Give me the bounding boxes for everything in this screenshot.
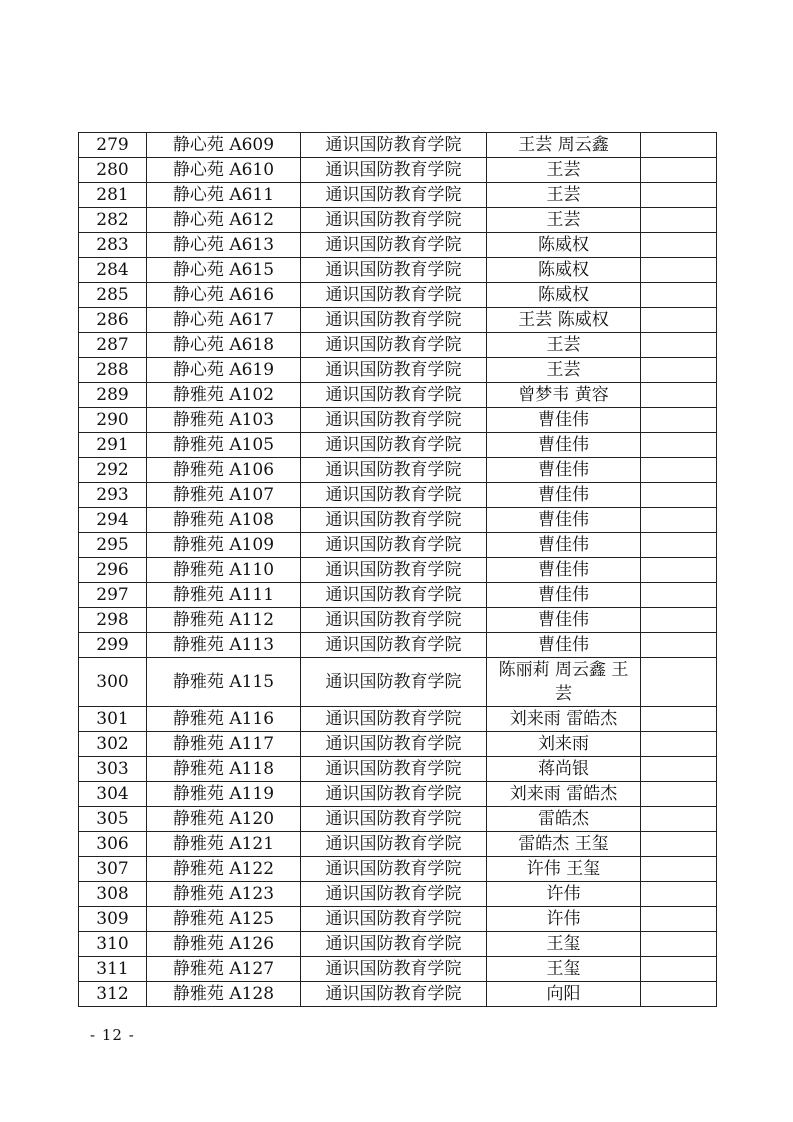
- staff-cell: 刘来雨: [487, 732, 641, 757]
- staff-cell: 刘来雨 雷皓杰: [487, 707, 641, 732]
- college-cell: 通识国防教育学院: [301, 183, 487, 208]
- table-row: [79, 757, 717, 782]
- staff-cell: 曾梦韦 黄容: [487, 383, 641, 408]
- staff-cell: 王芸: [487, 183, 641, 208]
- table-row: [79, 533, 717, 558]
- staff-cell: 王玺: [487, 957, 641, 982]
- college-cell: 通识国防教育学院: [301, 458, 487, 483]
- table-row: [79, 133, 717, 158]
- college-cell: 通识国防教育学院: [301, 782, 487, 807]
- college-cell: 通识国防教育学院: [301, 358, 487, 383]
- table-row: [79, 658, 717, 707]
- staff-cell: 雷皓杰: [487, 807, 641, 832]
- remark-cell: [641, 882, 717, 907]
- table-row: [79, 882, 717, 907]
- table-row: [79, 483, 717, 508]
- college-cell: 通识国防教育学院: [301, 832, 487, 857]
- row-number-cell: 293: [79, 483, 147, 508]
- college-cell: 通识国防教育学院: [301, 533, 487, 558]
- remark-cell: [641, 608, 717, 633]
- row-number-cell: 281: [79, 183, 147, 208]
- room-cell: 静雅苑 A121: [147, 832, 301, 857]
- row-number-cell: 294: [79, 508, 147, 533]
- staff-cell: 王芸 陈威权: [487, 308, 641, 333]
- remark-cell: [641, 757, 717, 782]
- row-number-cell: 297: [79, 583, 147, 608]
- room-cell: 静雅苑 A113: [147, 633, 301, 658]
- table-body: [79, 133, 717, 1007]
- table-row: [79, 782, 717, 807]
- staff-cell: 曹佳伟: [487, 483, 641, 508]
- row-number-cell: 286: [79, 308, 147, 333]
- room-cell: 静雅苑 A110: [147, 558, 301, 583]
- table-row: [79, 707, 717, 732]
- remark-cell: [641, 707, 717, 732]
- table-row: [79, 608, 717, 633]
- room-cell: 静雅苑 A116: [147, 707, 301, 732]
- room-cell: 静雅苑 A125: [147, 907, 301, 932]
- remark-cell: [641, 208, 717, 233]
- staff-cell: 王芸 周云鑫: [487, 133, 641, 158]
- staff-cell: 陈威权: [487, 283, 641, 308]
- college-cell: 通识国防教育学院: [301, 658, 487, 707]
- row-number-cell: 282: [79, 208, 147, 233]
- college-cell: 通识国防教育学院: [301, 757, 487, 782]
- remark-cell: [641, 433, 717, 458]
- room-cell: 静雅苑 A107: [147, 483, 301, 508]
- row-number-cell: 290: [79, 408, 147, 433]
- college-cell: 通识国防教育学院: [301, 558, 487, 583]
- table-row: [79, 907, 717, 932]
- college-cell: 通识国防教育学院: [301, 508, 487, 533]
- table-row: [79, 183, 717, 208]
- table-row: [79, 857, 717, 882]
- row-number-cell: 300: [79, 658, 147, 707]
- college-cell: 通识国防教育学院: [301, 333, 487, 358]
- room-cell: 静雅苑 A108: [147, 508, 301, 533]
- table-row: [79, 732, 717, 757]
- staff-cell: 王芸: [487, 333, 641, 358]
- staff-cell: 许伟: [487, 882, 641, 907]
- row-number-cell: 301: [79, 707, 147, 732]
- table-row: [79, 633, 717, 658]
- row-number-cell: 295: [79, 533, 147, 558]
- row-number-cell: 302: [79, 732, 147, 757]
- remark-cell: [641, 358, 717, 383]
- college-cell: 通识国防教育学院: [301, 707, 487, 732]
- remark-cell: [641, 383, 717, 408]
- room-cell: 静雅苑 A119: [147, 782, 301, 807]
- table-row: [79, 433, 717, 458]
- row-number-cell: 296: [79, 558, 147, 583]
- staff-cell: 王芸: [487, 208, 641, 233]
- row-number-cell: 279: [79, 133, 147, 158]
- college-cell: 通识国防教育学院: [301, 583, 487, 608]
- room-cell: 静雅苑 A127: [147, 957, 301, 982]
- staff-cell: 曹佳伟: [487, 633, 641, 658]
- room-cell: 静雅苑 A112: [147, 608, 301, 633]
- room-cell: 静心苑 A612: [147, 208, 301, 233]
- staff-cell: 曹佳伟: [487, 408, 641, 433]
- room-cell: 静雅苑 A105: [147, 433, 301, 458]
- room-cell: 静心苑 A610: [147, 158, 301, 183]
- table-row: [79, 508, 717, 533]
- college-cell: 通识国防教育学院: [301, 158, 487, 183]
- remark-cell: [641, 233, 717, 258]
- room-cell: 静雅苑 A123: [147, 882, 301, 907]
- staff-cell: 曹佳伟: [487, 608, 641, 633]
- staff-cell: 曹佳伟: [487, 458, 641, 483]
- room-cell: 静雅苑 A128: [147, 982, 301, 1007]
- row-number-cell: 307: [79, 857, 147, 882]
- table-row: [79, 807, 717, 832]
- college-cell: 通识国防教育学院: [301, 258, 487, 283]
- row-number-cell: 306: [79, 832, 147, 857]
- remark-cell: [641, 807, 717, 832]
- table-row: [79, 932, 717, 957]
- remark-cell: [641, 408, 717, 433]
- staff-cell: 王芸: [487, 358, 641, 383]
- remark-cell: [641, 308, 717, 333]
- row-number-cell: 304: [79, 782, 147, 807]
- remark-cell: [641, 658, 717, 707]
- college-cell: 通识国防教育学院: [301, 208, 487, 233]
- staff-cell: 曹佳伟: [487, 583, 641, 608]
- college-cell: 通识国防教育学院: [301, 932, 487, 957]
- room-cell: 静心苑 A611: [147, 183, 301, 208]
- college-cell: 通识国防教育学院: [301, 408, 487, 433]
- row-number-cell: 287: [79, 333, 147, 358]
- row-number-cell: 310: [79, 932, 147, 957]
- remark-cell: [641, 458, 717, 483]
- college-cell: 通识国防教育学院: [301, 882, 487, 907]
- row-number-cell: 299: [79, 633, 147, 658]
- row-number-cell: 291: [79, 433, 147, 458]
- remark-cell: [641, 832, 717, 857]
- staff-cell: 曹佳伟: [487, 433, 641, 458]
- staff-cell: 曹佳伟: [487, 533, 641, 558]
- room-cell: 静雅苑 A118: [147, 757, 301, 782]
- college-cell: 通识国防教育学院: [301, 383, 487, 408]
- remark-cell: [641, 558, 717, 583]
- college-cell: 通识国防教育学院: [301, 982, 487, 1007]
- table-row: [79, 458, 717, 483]
- row-number-cell: 298: [79, 608, 147, 633]
- table-row: [79, 383, 717, 408]
- table-row: [79, 283, 717, 308]
- row-number-cell: 289: [79, 383, 147, 408]
- row-number-cell: 308: [79, 882, 147, 907]
- college-cell: 通识国防教育学院: [301, 907, 487, 932]
- staff-cell: 雷皓杰 王玺: [487, 832, 641, 857]
- staff-cell: 蒋尚银: [487, 757, 641, 782]
- remark-cell: [641, 333, 717, 358]
- table-row: [79, 583, 717, 608]
- staff-cell: 陈威权: [487, 258, 641, 283]
- table-row: [79, 258, 717, 283]
- row-number-cell: 288: [79, 358, 147, 383]
- table-row: [79, 233, 717, 258]
- remark-cell: [641, 732, 717, 757]
- room-cell: 静心苑 A617: [147, 308, 301, 333]
- remark-cell: [641, 782, 717, 807]
- row-number-cell: 305: [79, 807, 147, 832]
- row-number-cell: 312: [79, 982, 147, 1007]
- remark-cell: [641, 533, 717, 558]
- row-number-cell: 284: [79, 258, 147, 283]
- remark-cell: [641, 258, 717, 283]
- room-cell: 静雅苑 A103: [147, 408, 301, 433]
- staff-cell: 曹佳伟: [487, 558, 641, 583]
- table-row: [79, 358, 717, 383]
- staff-cell: 许伟 王玺: [487, 857, 641, 882]
- room-cell: 静心苑 A616: [147, 283, 301, 308]
- table-row: [79, 408, 717, 433]
- college-cell: 通识国防教育学院: [301, 483, 487, 508]
- page-number: - 12 -: [90, 1026, 135, 1044]
- remark-cell: [641, 982, 717, 1007]
- college-cell: 通识国防教育学院: [301, 233, 487, 258]
- row-number-cell: 303: [79, 757, 147, 782]
- staff-cell: 王玺: [487, 932, 641, 957]
- college-cell: 通识国防教育学院: [301, 433, 487, 458]
- staff-cell: 曹佳伟: [487, 508, 641, 533]
- college-cell: 通识国防教育学院: [301, 807, 487, 832]
- college-cell: 通识国防教育学院: [301, 857, 487, 882]
- college-cell: 通识国防教育学院: [301, 633, 487, 658]
- remark-cell: [641, 283, 717, 308]
- row-number-cell: 311: [79, 957, 147, 982]
- room-cell: 静心苑 A615: [147, 258, 301, 283]
- college-cell: 通识国防教育学院: [301, 608, 487, 633]
- room-cell: 静雅苑 A120: [147, 807, 301, 832]
- remark-cell: [641, 133, 717, 158]
- room-cell: 静雅苑 A115: [147, 658, 301, 707]
- college-cell: 通识国防教育学院: [301, 732, 487, 757]
- room-cell: 静雅苑 A109: [147, 533, 301, 558]
- table-row: [79, 208, 717, 233]
- college-cell: 通识国防教育学院: [301, 283, 487, 308]
- remark-cell: [641, 857, 717, 882]
- staff-cell: 陈威权: [487, 233, 641, 258]
- remark-cell: [641, 633, 717, 658]
- row-number-cell: 280: [79, 158, 147, 183]
- remark-cell: [641, 957, 717, 982]
- room-cell: 静心苑 A618: [147, 333, 301, 358]
- college-cell: 通识国防教育学院: [301, 308, 487, 333]
- room-cell: 静心苑 A619: [147, 358, 301, 383]
- remark-cell: [641, 932, 717, 957]
- table-row: [79, 333, 717, 358]
- row-number-cell: 309: [79, 907, 147, 932]
- remark-cell: [641, 907, 717, 932]
- room-cell: 静雅苑 A122: [147, 857, 301, 882]
- remark-cell: [641, 158, 717, 183]
- table-row: [79, 832, 717, 857]
- row-number-cell: 283: [79, 233, 147, 258]
- room-cell: 静心苑 A609: [147, 133, 301, 158]
- remark-cell: [641, 583, 717, 608]
- room-cell: 静雅苑 A111: [147, 583, 301, 608]
- remark-cell: [641, 483, 717, 508]
- room-cell: 静雅苑 A126: [147, 932, 301, 957]
- row-number-cell: 292: [79, 458, 147, 483]
- table-row: [79, 158, 717, 183]
- dormitory-table: [78, 132, 717, 1007]
- college-cell: 通识国防教育学院: [301, 957, 487, 982]
- table-row: [79, 558, 717, 583]
- table-row: [79, 957, 717, 982]
- room-cell: 静心苑 A613: [147, 233, 301, 258]
- staff-cell: 许伟: [487, 907, 641, 932]
- table-row: [79, 982, 717, 1007]
- table-row: [79, 308, 717, 333]
- staff-cell: 刘来雨 雷皓杰: [487, 782, 641, 807]
- room-cell: 静雅苑 A117: [147, 732, 301, 757]
- college-cell: 通识国防教育学院: [301, 133, 487, 158]
- remark-cell: [641, 183, 717, 208]
- staff-cell: 向阳: [487, 982, 641, 1007]
- room-cell: 静雅苑 A102: [147, 383, 301, 408]
- row-number-cell: 285: [79, 283, 147, 308]
- staff-cell: 陈丽莉 周云鑫 王芸: [487, 658, 641, 707]
- remark-cell: [641, 508, 717, 533]
- staff-cell: 王芸: [487, 158, 641, 183]
- room-cell: 静雅苑 A106: [147, 458, 301, 483]
